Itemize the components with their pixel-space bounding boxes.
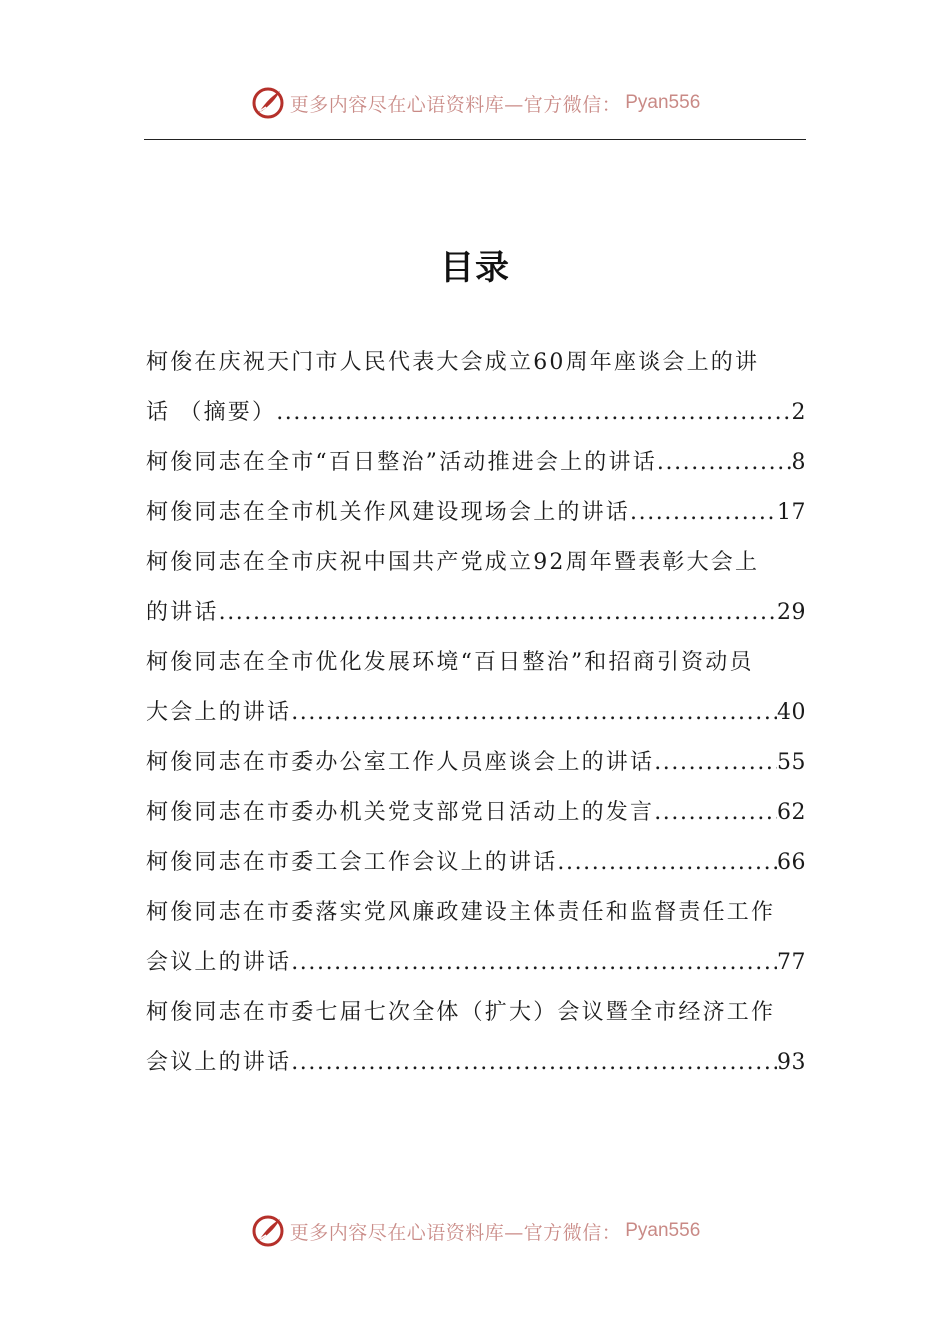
toc-entry-title: 会议上的讲话 bbox=[146, 1050, 292, 1075]
toc-page-number: 55 bbox=[777, 750, 806, 775]
table-of-contents bbox=[146, 338, 806, 1088]
banner-text: 更多内容尽在心语资料库—官方微信： bbox=[289, 1221, 622, 1244]
toc-entry-title: 话 （摘要） bbox=[146, 400, 277, 425]
dot-leader bbox=[657, 438, 792, 488]
toc-entry[interactable] bbox=[146, 738, 806, 788]
toc-entry-title: 会议上的讲话 bbox=[146, 950, 292, 975]
toc-entry-title: 柯俊同志在市委工会工作会议上的讲话 bbox=[146, 850, 558, 875]
wechat-id: Pyan556 bbox=[625, 92, 701, 113]
toc-page-number: 29 bbox=[777, 600, 806, 625]
toc-entry[interactable] bbox=[146, 1038, 806, 1088]
toc-entry-line[interactable]: 柯俊同志在全市庆祝中国共产党成立92周年暨表彰大会上 bbox=[146, 550, 760, 575]
toc-page-number: 93 bbox=[777, 1050, 806, 1075]
toc-entry[interactable] bbox=[146, 438, 806, 488]
toc-page-number: 40 bbox=[777, 700, 806, 725]
toc-entry-line[interactable]: 柯俊同志在全市优化发展环境“百日整治”和招商引资动员 bbox=[146, 650, 754, 675]
banner-text: 更多内容尽在心语资料库—官方微信： bbox=[289, 93, 622, 116]
dot-leader bbox=[291, 1038, 777, 1088]
toc-entry[interactable] bbox=[146, 588, 806, 638]
dot-leader bbox=[630, 488, 777, 538]
dot-leader bbox=[654, 788, 777, 838]
toc-page-number: 62 bbox=[777, 800, 806, 825]
toc-entry-title: 柯俊同志在市委办机关党支部党日活动上的发言 bbox=[146, 800, 655, 825]
dot-leader bbox=[654, 738, 777, 788]
toc-page-number: 17 bbox=[777, 500, 806, 525]
toc-page-number: 2 bbox=[791, 400, 806, 425]
quill-logo-icon bbox=[250, 1213, 286, 1249]
toc-entry-line[interactable]: 柯俊同志在市委七届七次全体（扩大）会议暨全市经济工作 bbox=[146, 1000, 776, 1025]
toc-entry[interactable] bbox=[146, 388, 806, 438]
toc-entry-line[interactable]: 柯俊在庆祝天门市人民代表大会成立60周年座谈会上的讲 bbox=[146, 350, 760, 375]
quill-logo-icon bbox=[250, 85, 286, 121]
toc-entry-title: 柯俊同志在市委办公室工作人员座谈会上的讲话 bbox=[146, 750, 655, 775]
page-title: 目录 bbox=[440, 248, 510, 288]
toc-page-number: 77 bbox=[777, 950, 806, 975]
toc-entry[interactable] bbox=[146, 838, 806, 888]
dot-leader bbox=[219, 588, 777, 638]
toc-page-number: 8 bbox=[791, 450, 806, 475]
dot-leader bbox=[557, 838, 777, 888]
toc-entry[interactable] bbox=[146, 688, 806, 738]
toc-entry[interactable] bbox=[146, 488, 806, 538]
toc-entry[interactable] bbox=[146, 788, 806, 838]
dot-leader bbox=[291, 938, 777, 988]
header-banner bbox=[0, 83, 950, 123]
header-divider bbox=[144, 139, 806, 140]
dot-leader bbox=[276, 388, 791, 438]
toc-entry-title: 柯俊同志在全市机关作风建设现场会上的讲话 bbox=[146, 500, 631, 525]
toc-entry-line[interactable]: 柯俊同志在市委落实党风廉政建设主体责任和监督责任工作 bbox=[146, 900, 776, 925]
toc-page-number: 66 bbox=[777, 850, 806, 875]
toc-entry-title: 的讲话 bbox=[146, 600, 219, 625]
footer-banner bbox=[0, 1211, 950, 1251]
toc-entry-title: 大会上的讲话 bbox=[146, 700, 292, 725]
dot-leader bbox=[291, 688, 777, 738]
wechat-id: Pyan556 bbox=[625, 1220, 701, 1241]
toc-entry[interactable] bbox=[146, 938, 806, 988]
toc-entry-title: 柯俊同志在全市“百日整治”活动推进会上的讲话 bbox=[146, 450, 657, 475]
